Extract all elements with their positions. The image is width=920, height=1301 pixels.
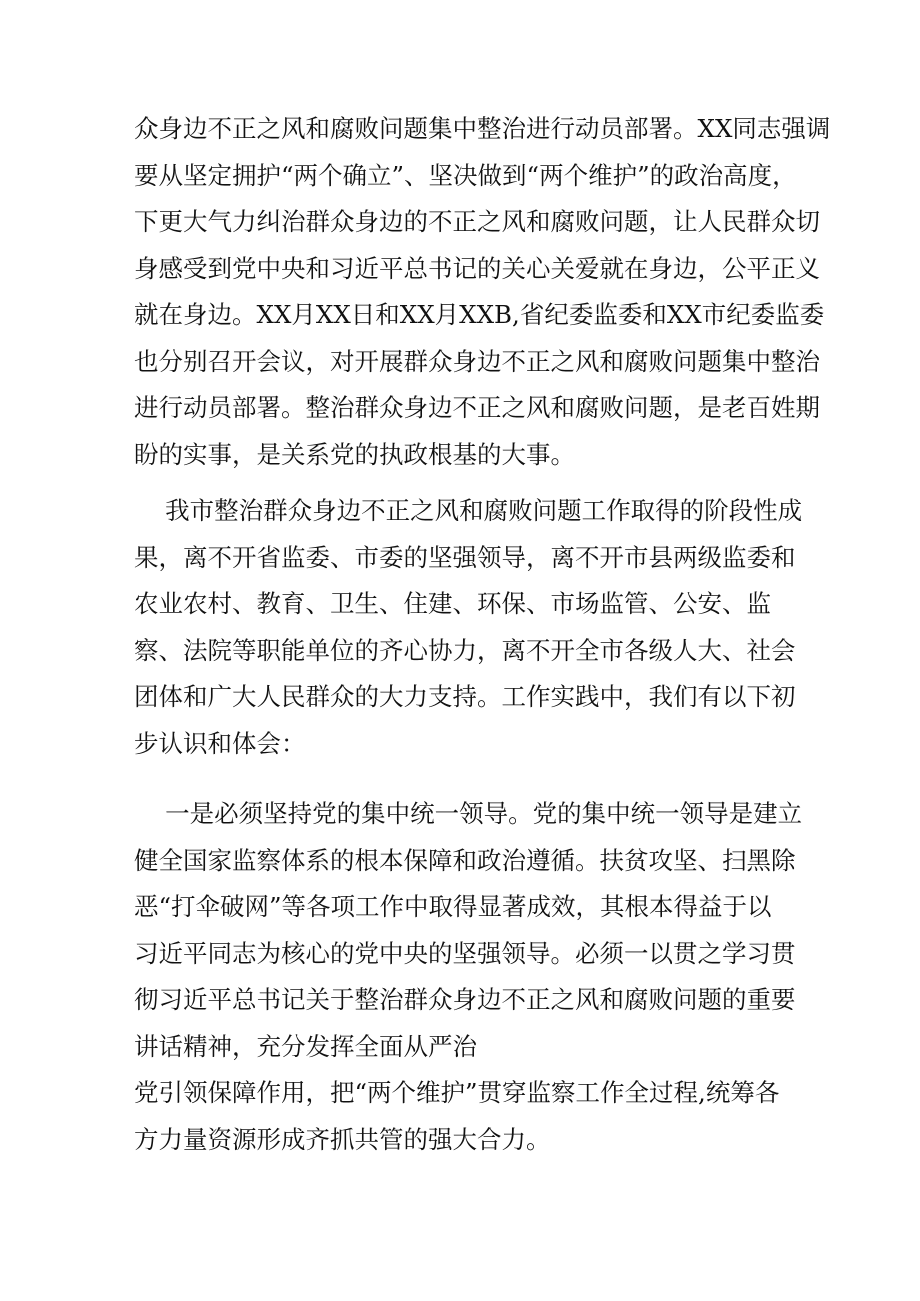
text-line: 下更大气力纠治群众身边的不正之风和腐败问题，让人民群众切 — [134, 207, 820, 236]
text-line: 党引领保障作用，把“两个维护”贯穿监察工作全过程,统筹各 — [134, 1078, 780, 1107]
text-line: 也分别召开会议，对开展群众身边不正之风和腐败问题集中整治 — [134, 346, 820, 376]
text-line: 察、法院等职能单位的齐心协力，离不开全市各级人大、社会 — [134, 635, 796, 665]
text-line: 要从坚定拥护“两个确立”、坚决做到“两个维护”的政治高度， — [134, 160, 797, 190]
text-line: 进行动员部署。整治群众身边不正之风和腐败问题，是老百姓期 — [134, 393, 820, 422]
text-line: 方力量资源形成齐抓共管的强大合力。 — [134, 1124, 551, 1154]
text-line: 讲话精神，充分发挥全面从严治 — [134, 1031, 477, 1061]
text-line: 恶“打伞破网”等各项工作中取得显著成效，其根本得益于以 — [134, 892, 772, 921]
text-line: 盼的实事，是关系党的执政根基的大事。 — [134, 439, 575, 469]
text-line: 就在身边。XX月XX日和XX月XXB,省纪委监委和XX市纪委监委 — [134, 300, 825, 329]
text-line: 一是必须坚持党的集中统一领导。党的集中统一领导是建立 — [134, 799, 803, 828]
text-line: 农业农村、教育、卫生、住建、环保、市场监管、公安、监 — [134, 589, 771, 618]
text-line: 我市整治群众身边不正之风和腐败问题工作取得的阶段性成 — [134, 496, 803, 525]
text-line: 身感受到党中央和习近平总书记的关心关爱就在身边，公平正义 — [134, 253, 820, 283]
text-line: 众身边不正之风和腐败问题集中整治进行动员部署。XX同志强调 — [134, 114, 831, 143]
text-line: 习近平同志为核心的党中央的坚强领导。必须一以贯之学习贯 — [134, 938, 796, 968]
text-line: 健全国家监察体系的根本保障和政治遵循。扶贫攻坚、扫黑除 — [134, 845, 796, 875]
text-line: 果，离不开省监委、市委的坚强领导，离不开市县两级监委和 — [134, 542, 796, 572]
text-line: 团体和广大人民群众的大力支持。工作实践中，我们有以下初 — [134, 682, 796, 711]
text-line: 步认识和体会： — [134, 728, 306, 758]
text-line: 彻习近平总书记关于整治群众身边不正之风和腐败问题的重要 — [134, 985, 796, 1014]
body-text — [134, 106, 831, 1163]
